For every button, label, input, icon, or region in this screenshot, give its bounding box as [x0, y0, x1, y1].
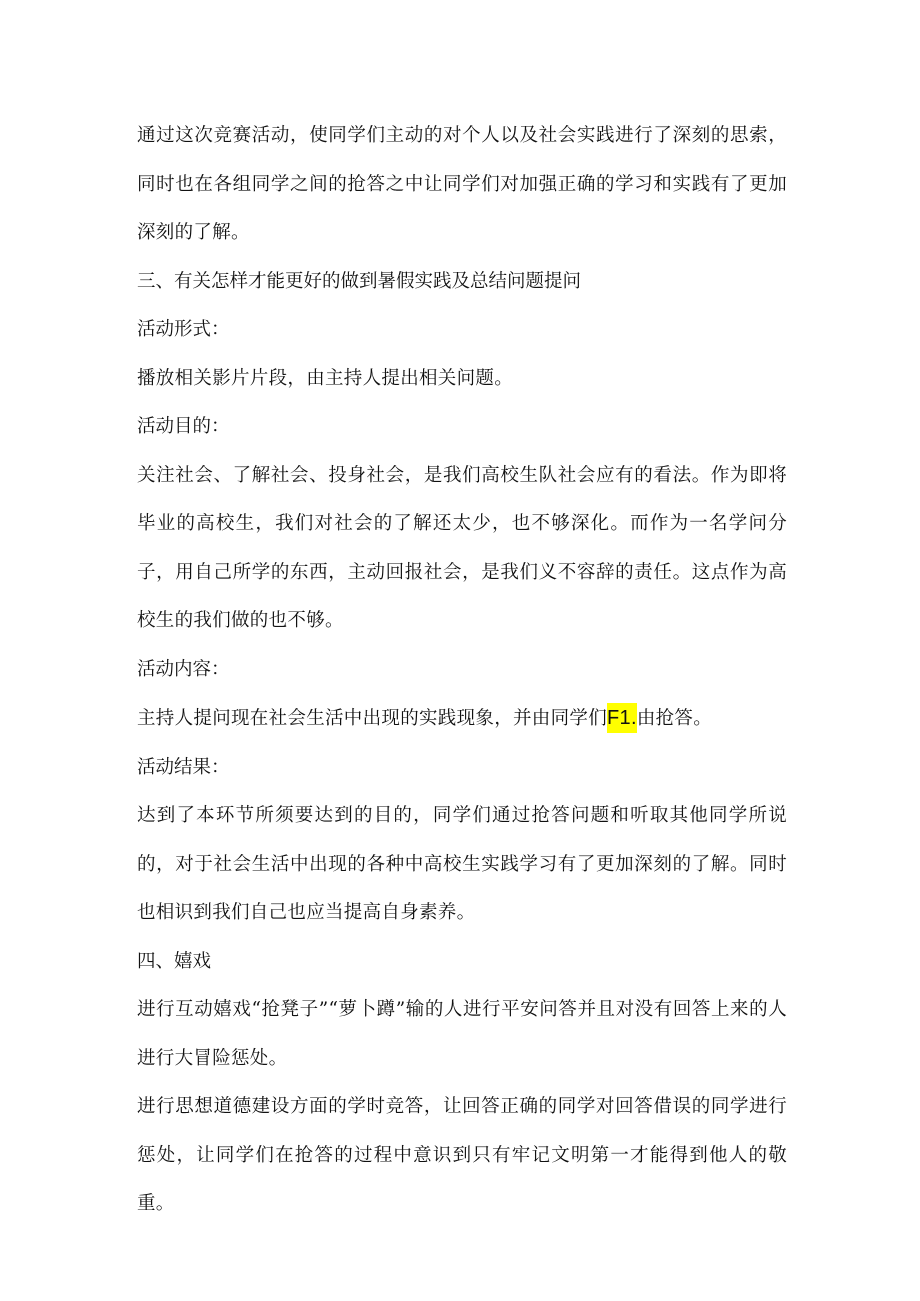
- section-heading-3: 三、有关怎样才能更好的做到暑假实践及总结问题提问: [137, 270, 582, 292]
- paragraph-game-interactive: 进行互动嬉戏“抢凳子”“萝卜蹲”输的人进行平安问答并且对没有回答上来的人进行大冒险惩处。: [137, 999, 787, 1069]
- paragraph-activity-form: 播放相关影片片段，由主持人提出相关问题。: [137, 367, 514, 389]
- paragraph-game-quiz: 进行思想道德建设方面的学时竞答，让回答正确的同学对回答借误的同学进行惩处，让同学们在抢答的过程中意识到只有牢记文明第一才能得到他人的敬重。: [137, 1096, 787, 1214]
- document-body: [137, 112, 787, 1229]
- highlighted-mark: F1.: [607, 703, 637, 733]
- label-activity-purpose: 活动目的：: [137, 416, 230, 437]
- section-heading-4: 四、嬉戏: [137, 950, 212, 972]
- content-text-before: 主持人提问现在社会生活中出现的实践现象，并由同学们: [137, 708, 608, 729]
- paragraph-activity-result: 达到了本环节所须要达到的目的，同学们通过抢答问题和听取其他同学所说的，对于社会生活中出现的各种中高校生实践学习有了更加深刻的了解。同时也相识到我们自己也应当提高自身素养。: [137, 805, 787, 923]
- label-activity-result: 活动结果：: [137, 756, 230, 778]
- paragraph-activity-purpose: 关注社会、了解社会、投身社会，是我们高校生队社会应有的看法。作为即将毕业的高校生，我们对社会的了解还太少，也不够深化。而作为一名学问分子，用自己所学的东西，主动回报社会，是我们义不容辞的责任。这点作为高校生的我们做的也不够。: [137, 464, 787, 631]
- label-activity-content: 活动内容：: [137, 658, 230, 680]
- label-activity-form: 活动形式：: [137, 319, 230, 340]
- paragraph-activity-content: [137, 694, 787, 744]
- paragraph-competition-summary: 通过这次竞赛活动，使同学们主动的对个人以及社会实践进行了深刻的思索，同时也在各组同学之间的抢答之中让同学们对加强正确的学习和实践有了更加深刻的了解。: [137, 125, 787, 243]
- content-text-after: 由抢答。: [636, 708, 713, 729]
